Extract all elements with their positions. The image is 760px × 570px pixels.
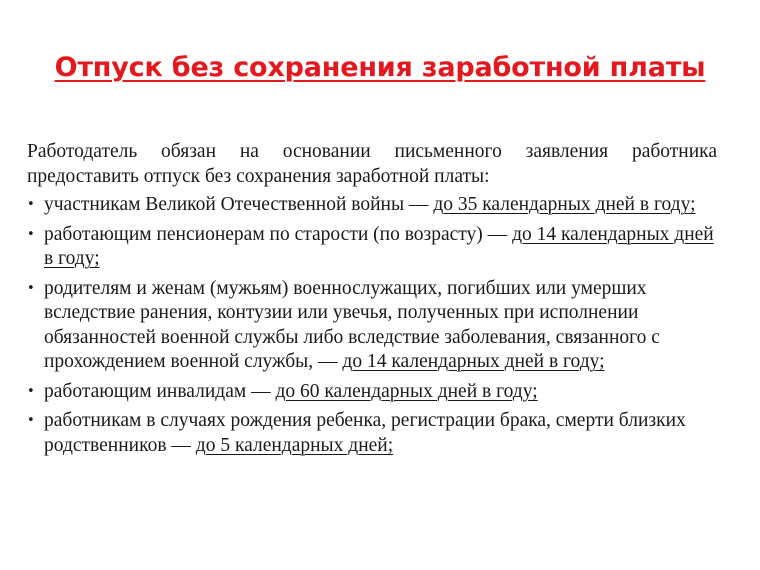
list-item-limit: до 14 календарных дней в году;: [342, 351, 605, 372]
list-item-text: работникам в случаях рождения ребенка, регистрации брака, смерти близких родственников —: [44, 410, 686, 456]
bullet-icon: •: [27, 280, 35, 296]
bullet-icon: •: [27, 413, 35, 428]
list-item-text: родителям и женам (мужьям) военнослужащих, погибших или умерших вследствие ранения, контузии или увечья, полученных при исполнении обязанностей военной службы либо вследствие заболевания, связанного с прохождением военной службы, —: [44, 277, 660, 372]
list-item-text: участникам Великой Отечественной войны —: [44, 194, 434, 215]
list-item: [27, 223, 717, 272]
list-item: [27, 277, 717, 375]
list-item-text: работающим инвалидам —: [44, 380, 276, 402]
bullet-icon: •: [27, 383, 35, 399]
list-item-text: работающим пенсионерам по старости (по возрасту) —: [44, 223, 513, 245]
list-item-limit: до 35 календарных дней в году;: [433, 194, 696, 215]
list-item-limit: до 5 календарных дней;: [195, 434, 394, 456]
leave-list: [27, 193, 717, 458]
list-item-limit: до 60 календарных дней в году;: [275, 380, 538, 402]
intro-paragraph: Работодатель обязан на основании письменного заявления работника предоставить отпуск без сохранения заработной платы:: [27, 141, 717, 187]
list-item: [27, 193, 717, 218]
bullet-icon: •: [27, 226, 35, 242]
list-item: [27, 380, 717, 405]
slide-body: [27, 140, 717, 463]
list-item: [27, 409, 717, 458]
list-item-limit: до 14 календарных дней в году;: [44, 223, 714, 269]
slide-title: Отпуск без сохранения заработной платы: [54, 52, 706, 83]
bullet-icon: •: [27, 197, 35, 212]
